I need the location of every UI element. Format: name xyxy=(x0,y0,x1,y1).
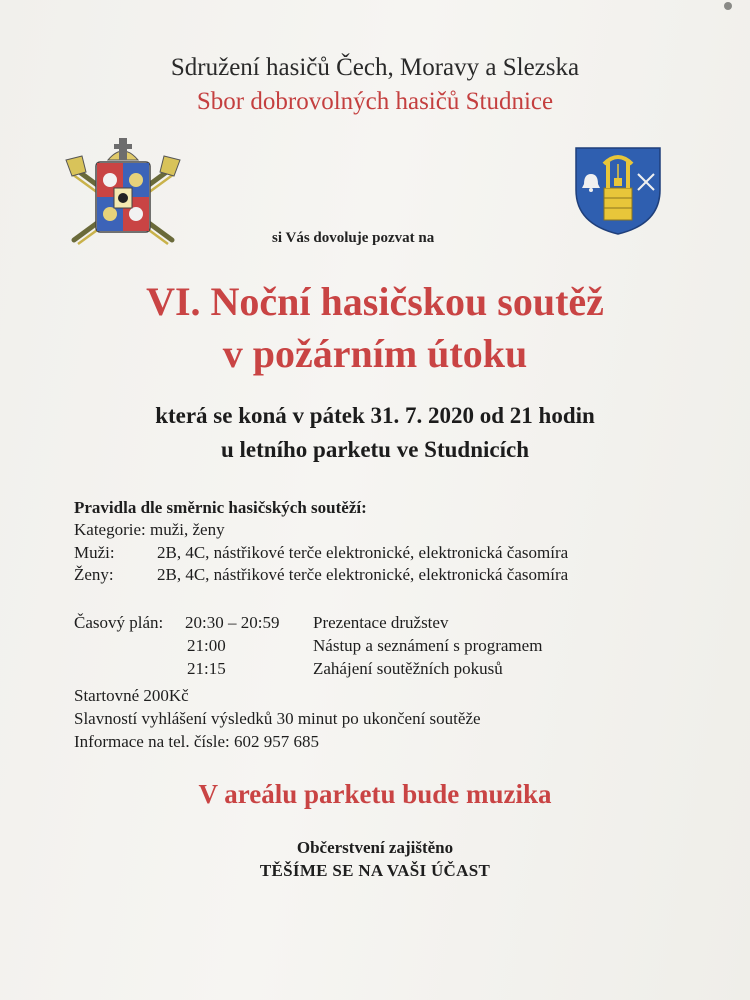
pin-mark xyxy=(724,2,732,10)
schedule-item-2: Nástup a seznámení s programem xyxy=(313,636,543,655)
event-title-line-2: v požárním útoku xyxy=(222,331,528,376)
schedule-item-1: Prezentace družstev xyxy=(313,613,449,632)
results-announcement: Slavností vyhlášení výsledků 30 minut po ukončení soutěže xyxy=(74,709,481,728)
women-label: Ženy: xyxy=(74,565,114,584)
schedule-label: Časový plán: xyxy=(74,613,164,632)
rules-heading: Pravidla dle směrnic hasičských soutěží: xyxy=(74,498,367,517)
org-line-2: Sbor dobrovolných hasičů Studnice xyxy=(196,88,554,115)
men-label: Muži: xyxy=(74,543,115,562)
rules-categories: Kategorie: muži, ženy xyxy=(74,520,225,539)
event-venue-line: u letního parketu ve Studnicích xyxy=(221,437,529,462)
event-title-line-1: VI. Noční hasičskou soutěž xyxy=(146,279,604,324)
music-announcement: V areálu parketu bude muzika xyxy=(198,779,552,809)
contact-phone: Informace na tel. čísle: 602 957 685 xyxy=(74,732,320,751)
event-date-line: která se koná v pátek 31. 7. 2020 od 21 hodin xyxy=(155,403,595,428)
org-line-1: Sdružení hasičů Čech, Moravy a Slezska xyxy=(170,54,580,81)
refreshments-note: Občerstvení zajištěno xyxy=(296,838,454,857)
schedule-time-1: 20:30 – 20:59 xyxy=(185,613,280,632)
schedule-time-2: 21:00 xyxy=(187,636,226,655)
schedule-time-3: 21:15 xyxy=(187,659,226,678)
studnice-coat-of-arms-icon xyxy=(572,144,664,236)
women-rules: 2B, 4C, nástřikové terče elektronické, elektronická časomíra xyxy=(157,565,569,584)
firefighters-emblem-icon xyxy=(64,138,182,250)
schedule-item-3: Zahájení soutěžních pokusů xyxy=(313,659,503,678)
men-rules: 2B, 4C, nástřikové terče elektronické, elektronická časomíra xyxy=(157,543,569,562)
invitation-text: si Vás dovoluje pozvat na xyxy=(272,230,435,246)
closing-line: TĚŠÍME SE NA VAŠI ÚČAST xyxy=(259,861,491,880)
entry-fee: Startovné 200Kč xyxy=(74,686,189,705)
